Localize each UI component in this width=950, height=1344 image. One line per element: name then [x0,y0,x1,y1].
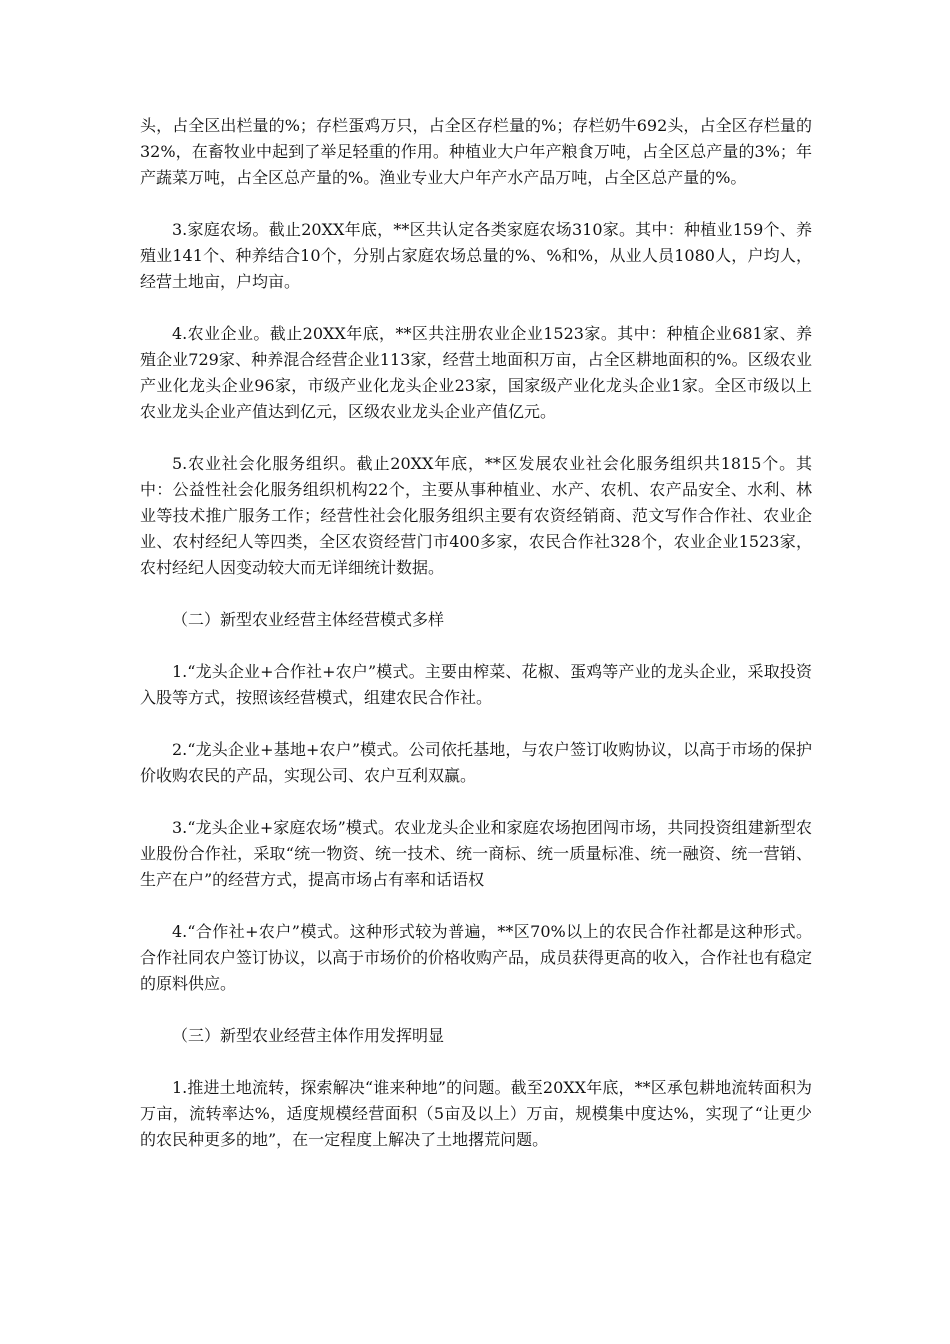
paragraph-family-farms: 3.家庭农场。截止20XX年底，**区共认定各类家庭农场310家。其中：种植业159个、养殖业141个、种养结合10个，分别占家庭农场总量的%、%和%，从业人员1080人，户均人，经营土地亩，户均亩。 [140,220,812,291]
paragraph-agricultural-enterprises: 4.农业企业。截止20XX年底，**区共注册农业企业1523家。其中：种植企业681家、养殖企业729家、种养混合经营企业113家，经营土地面积万亩，占全区耕地面积的%。区级农业产业化龙头企业96家，市级产业化龙头企业23家，国家级产业化龙头企业1家。全区市级以上农业龙头企业产值达到亿元，区级农业龙头企业产值亿元。 [140,324,812,421]
paragraph-service-organizations: 5.农业社会化服务组织。截止20XX年底，**区发展农业社会化服务组织共1815个。其中：公益性社会化服务组织机构22个，主要从事种植业、水产、农机、农产品安全、水利、林业等技术推广服务工作；经营性社会化服务组织主要有农资经销商、范文写作合作社、农业企业、农村经纪人等四类，全区农资经营门市400多家，农民合作社328个，农业企业1523家，农村经纪人因变动较大而无详细统计数据。 [140,454,812,577]
section-heading-role: （三）新型农业经营主体作用发挥明显 [172,1026,445,1045]
section-heading-business-models: （二）新型农业经营主体经营模式多样 [172,610,445,629]
paragraph-model-3: 3.“龙头企业+家庭农场”模式。农业龙头企业和家庭农场抱团闯市场，共同投资组建新型农业股份合作社，采取“统一物资、统一技术、统一商标、统一质量标准、统一融资、统一营销、生产在户”的经营方式，提高市场占有率和话语权 [140,818,812,889]
paragraph-model-4: 4.“合作社+农户”模式。这种形式较为普遍，**区70%以上的农民合作社都是这种形式。合作社同农户签订协议，以高于市场价的价格收购产品，成员获得更高的收入，合作社也有稳定的原料供应。 [140,922,813,993]
paragraph-model-2: 2.“龙头企业+基地+农户”模式。公司依托基地，与农户签订收购协议，以高于市场的保护价收购农民的产品，实现公司、农户互利双赢。 [140,740,812,785]
paragraph-livestock-continuation: 头，占全区出栏量的%；存栏蛋鸡万只，占全区存栏量的%；存栏奶牛692头，占全区存栏量的32%，在畜牧业中起到了举足轻重的作用。种植业大户年产粮食万吨，占全区总产量的3%；年产蔬菜万吨，占全区总产量的%。渔业专业大户年产水产品万吨，占全区总产量的%。 [140,116,812,187]
paragraph-model-1: 1.“龙头企业+合作社+农户”模式。主要由榨菜、花椒、蛋鸡等产业的龙头企业，采取投资入股等方式，按照该经营模式，组建农民合作社。 [140,662,812,707]
paragraph-land-transfer: 1.推进土地流转，探索解决“谁来种地”的问题。截至20XX年底，**区承包耕地流转面积为万亩，流转率达%，适度规模经营面积（5亩及以上）万亩，规模集中度达%，实现了“让更少的农民种更多的地”，在一定程度上解决了土地撂荒问题。 [140,1078,812,1149]
document-body [140,113,812,1179]
